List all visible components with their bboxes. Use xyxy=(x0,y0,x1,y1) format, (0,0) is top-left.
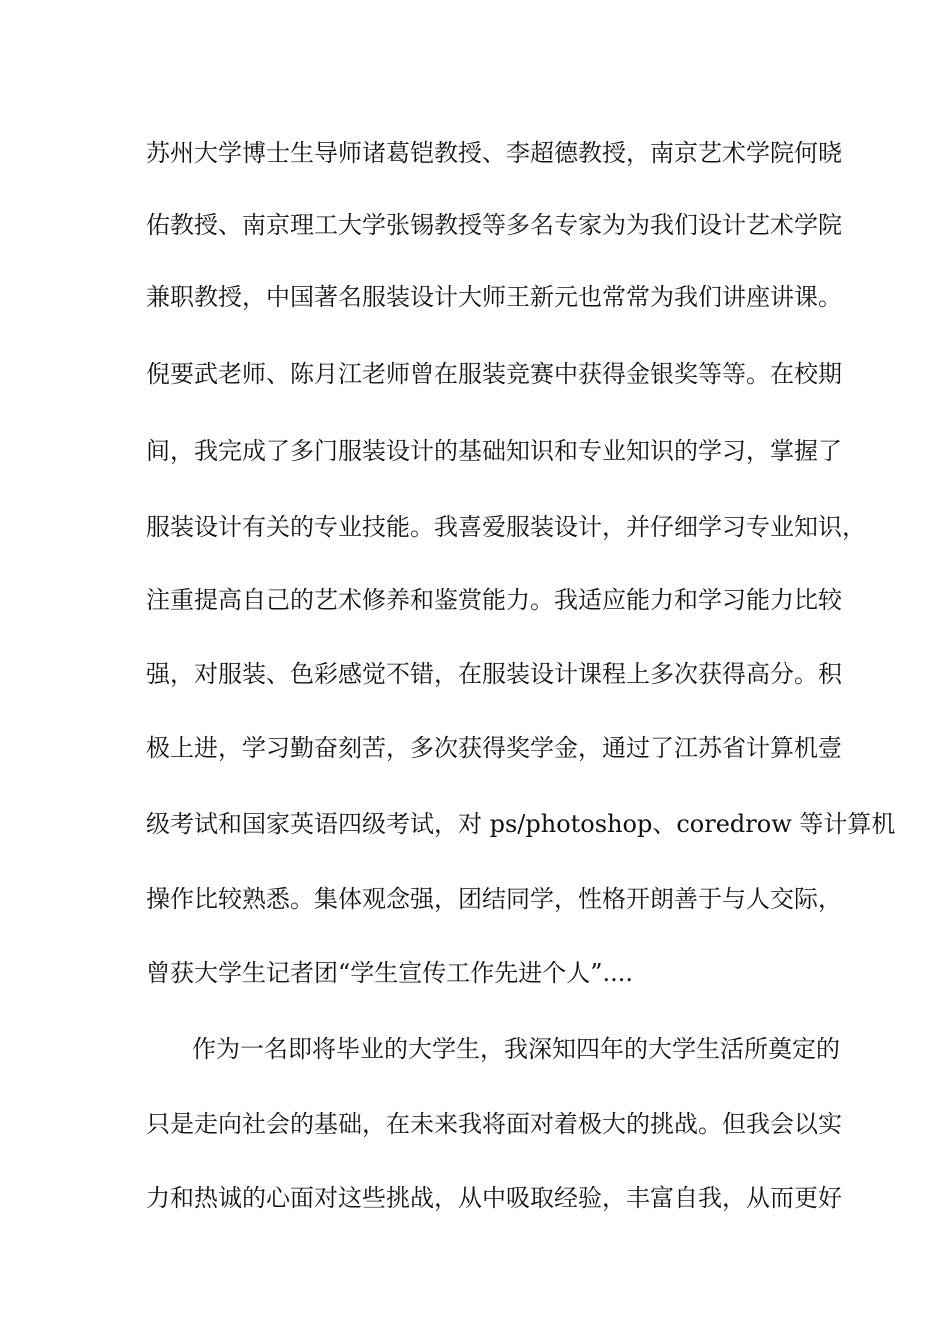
text-line: 力和热诚的心面对这些挑战，从中吸取经验，丰富自我，从而更好 xyxy=(146,1184,842,1212)
text-line: 只是走向社会的基础，在未来我将面对着极大的挑战。但我会以实 xyxy=(146,1110,842,1138)
text-line: 极上进，学习勤奋刻苦，多次获得奖学金，通过了江苏省计算机壹 xyxy=(146,734,842,762)
text-line: 倪要武老师、陈月江老师曾在服装竞赛中获得金银奖等等。在校期 xyxy=(146,360,842,388)
text-line: 曾获大学生记者团“学生宣传工作先进个人”.... xyxy=(146,959,634,987)
text-line: 兼职教授，中国著名服装设计大师王新元也常常为我们讲座讲课。 xyxy=(146,283,842,311)
text-line: 注重提高自己的艺术修养和鉴赏能力。我适应能力和学习能力比较 xyxy=(146,586,842,614)
paragraph-first-line: 作为一名即将毕业的大学生，我深知四年的大学生活所奠定的 xyxy=(192,1035,840,1063)
text-line: 操作比较熟悉。集体观念强，团结同学，性格开朗善于与人交际， xyxy=(146,885,842,913)
text-line: 级考试和国家英语四级考试，对 ps/photoshop、coredrow 等计算机 xyxy=(146,810,896,838)
text-line: 苏州大学博士生导师诸葛铠教授、李超德教授，南京艺术学院何晓 xyxy=(146,139,842,167)
text-line: 间，我完成了多门服装设计的基础知识和专业知识的学习，掌握了 xyxy=(146,437,842,465)
text-line: 佑教授、南京理工大学张锡教授等多名专家为为我们设计艺术学院 xyxy=(146,211,842,239)
text-line: 强，对服装、色彩感觉不错，在服装设计课程上多次获得高分。积 xyxy=(146,660,842,688)
text-line: 服装设计有关的专业技能。我喜爱服装设计，并仔细学习专业知识， xyxy=(146,513,866,541)
